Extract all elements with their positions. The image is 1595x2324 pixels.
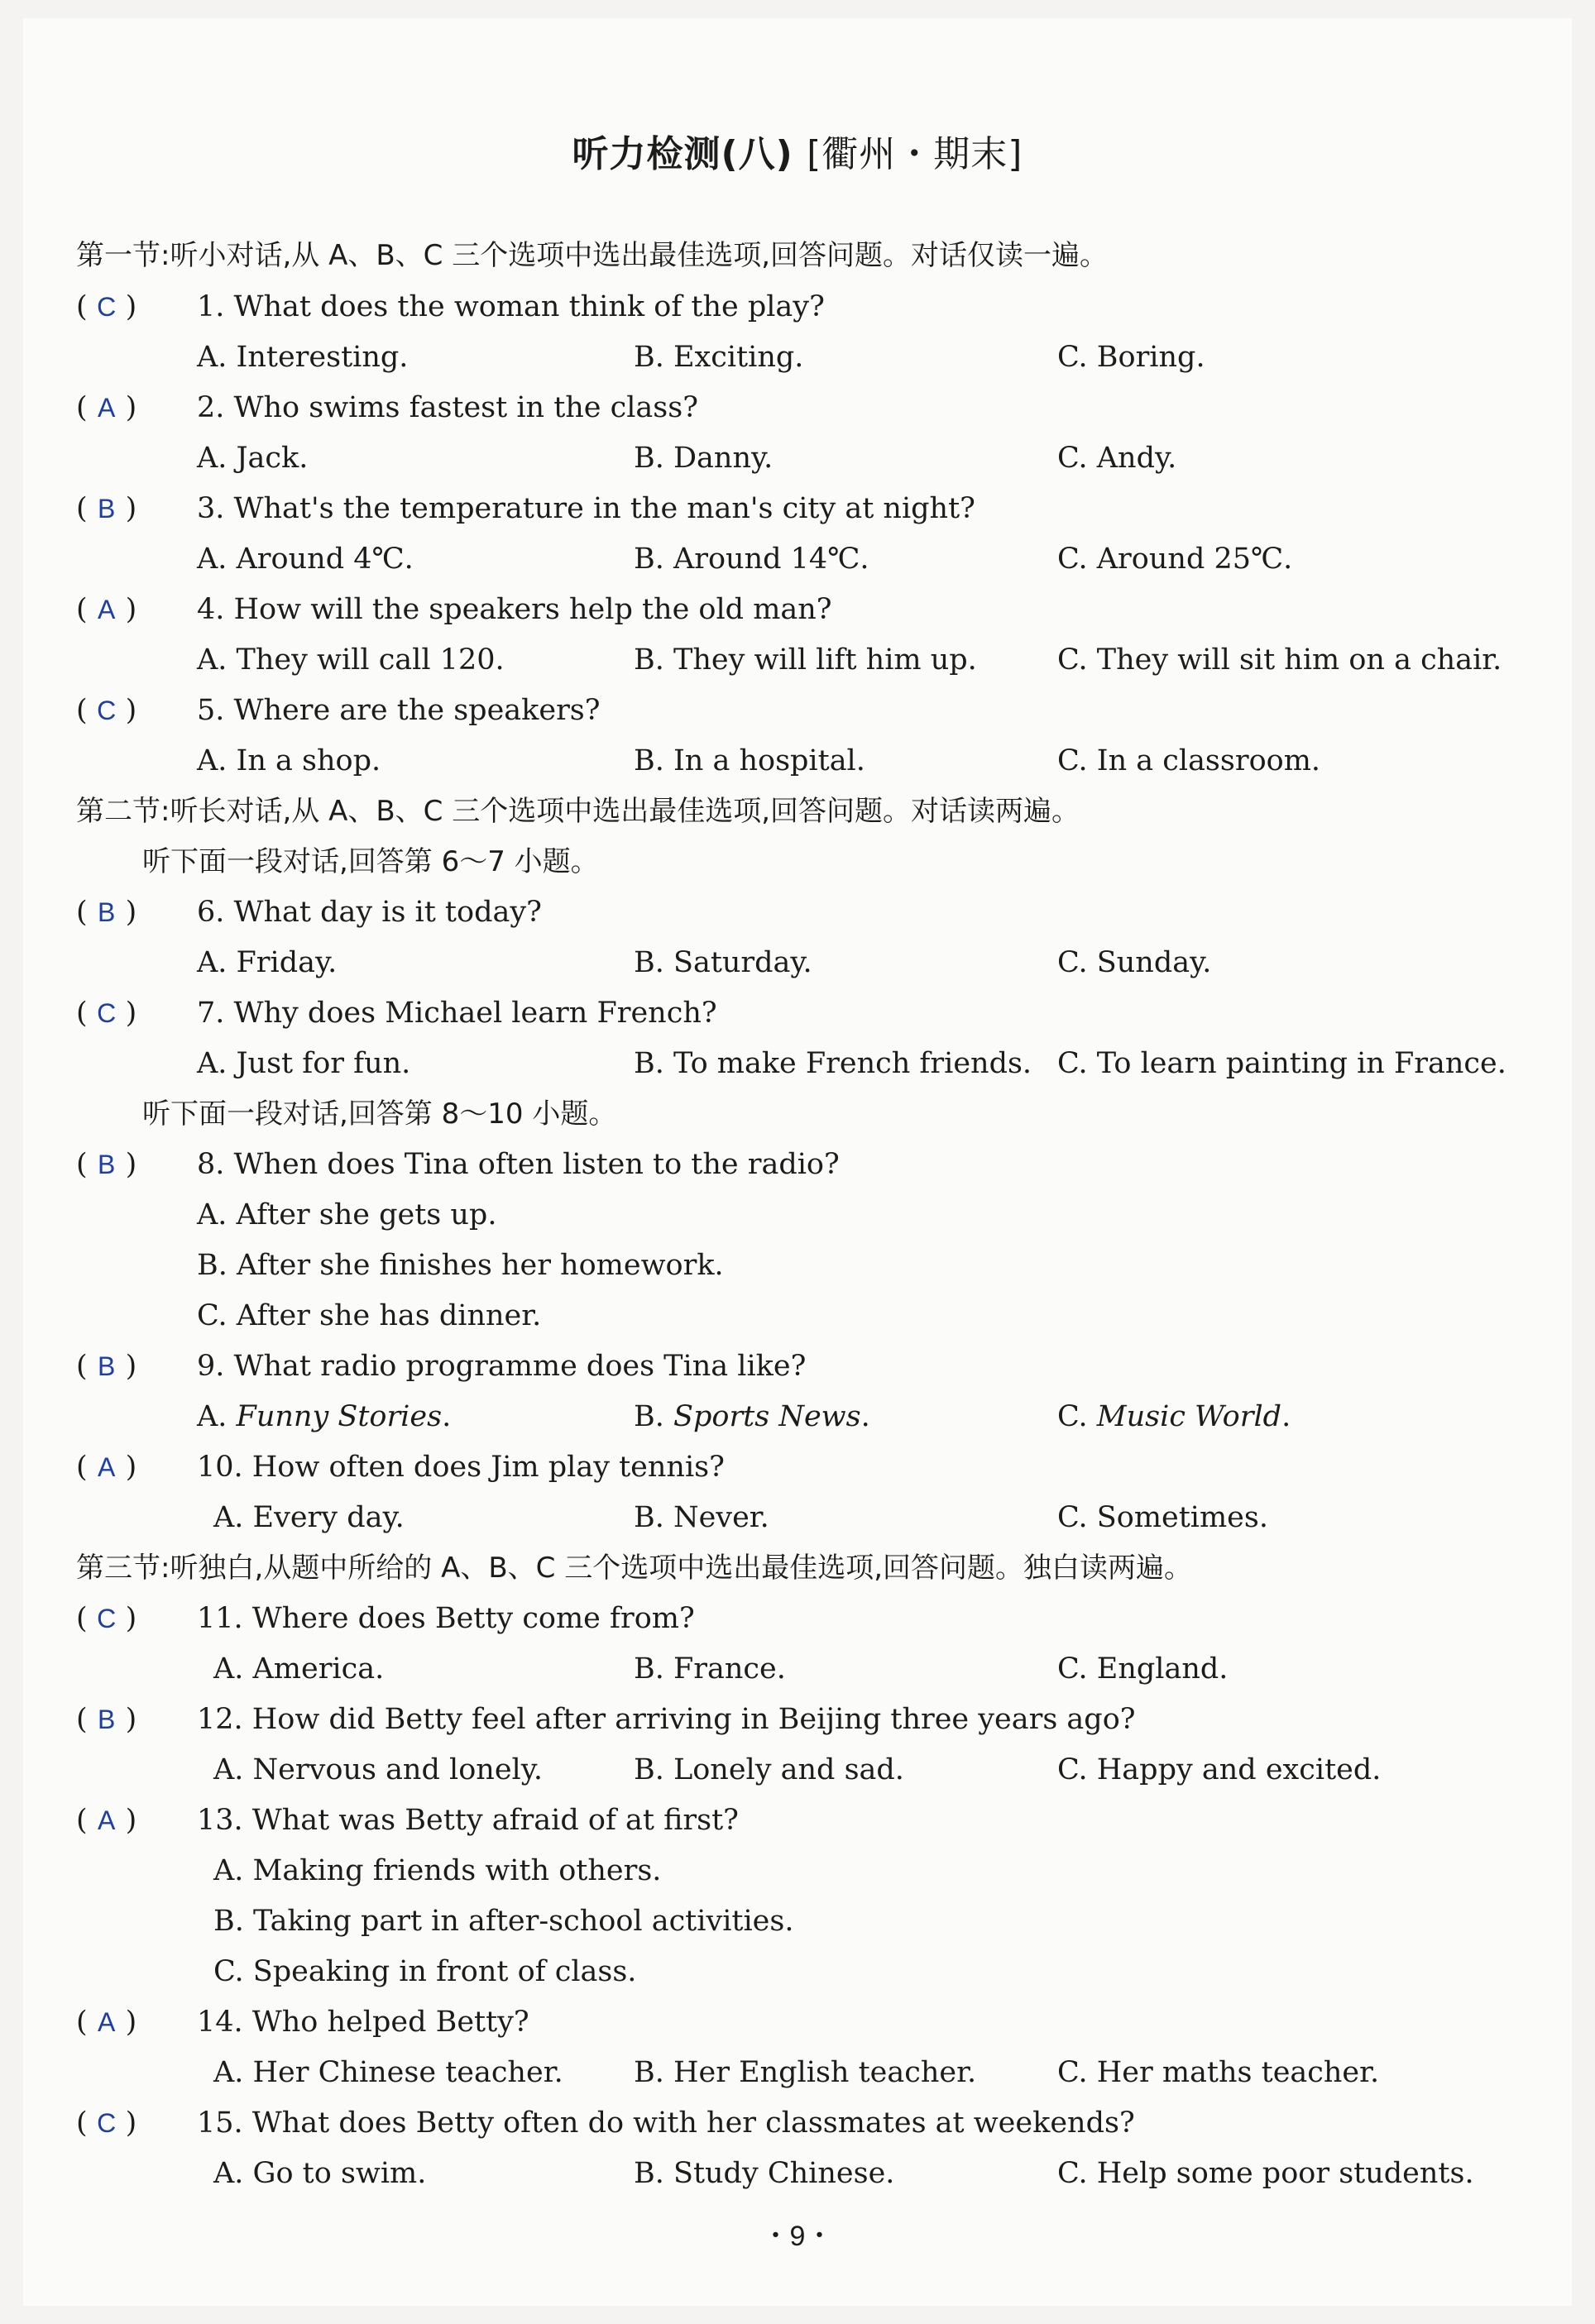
answer-8[interactable]: B (97, 1150, 116, 1179)
answer-14[interactable]: A (97, 2007, 116, 2037)
question-8-option-c-row (76, 1291, 1562, 1341)
question-13-option-a-row (76, 1846, 1562, 1896)
question-6-options (76, 938, 1562, 988)
question-4-text: 4. How will the speakers help the old man? (197, 593, 832, 626)
section-2-header: 第二节:听长对话,从 A、B、C 三个选项中选出最佳选项,回答问题。对话读两遍。 (76, 795, 1080, 828)
question-1-text: 1. What does the woman think of the play? (197, 290, 825, 323)
section-1-header: 第一节:听小对话,从 A、B、C 三个选项中选出最佳选项,回答问题。对话仅读一遍。 (76, 239, 1109, 272)
option-a-title: Funny Stories (236, 1400, 443, 1433)
answer-7[interactable]: C (97, 998, 117, 1028)
question-14-options (76, 2048, 1562, 2098)
question-3-options (76, 534, 1562, 585)
option-a: A. America. (213, 1652, 385, 1686)
option-c: C. Sometimes. (1057, 1501, 1268, 1534)
question-15-text: 15. What does Betty often do with her classmates at weekends? (197, 2106, 1135, 2140)
option-b: B. Danny. (634, 442, 774, 475)
answer-2[interactable]: A (97, 393, 116, 423)
answer-9[interactable]: B (97, 1351, 116, 1381)
option-b-title: Sports News (673, 1400, 861, 1433)
option-c: C. Help some poor students. (1057, 2157, 1474, 2190)
question-12-text: 12. How did Betty feel after arriving in Beijing three years ago? (197, 1703, 1136, 1736)
option-a: A. Jack. (197, 442, 309, 475)
question-15-options (76, 2149, 1562, 2199)
question-13-option-b-row (76, 1896, 1562, 1947)
option-a: A. Interesting. (197, 341, 409, 374)
option-a: A. Just for fun. (197, 1047, 411, 1080)
answer-1[interactable]: C (97, 292, 117, 322)
option-c: C. Happy and excited. (1057, 1753, 1382, 1786)
question-13-option-c-row (76, 1947, 1562, 1997)
question-6: ( B ) 6. What day is it today? (76, 887, 1562, 938)
option-b: B. After she finishes her homework. (197, 1249, 724, 1282)
section-2-subheader-1: 听下面一段对话,回答第 6～7 小题。 (142, 845, 599, 878)
option-c: C. In a classroom. (1057, 744, 1321, 777)
option-c: C. Her maths teacher. (1057, 2056, 1380, 2089)
question-9-options (76, 1392, 1562, 1442)
question-3: ( B ) 3. What's the temperature in the man's city at night? (76, 484, 1562, 534)
question-13-text: 13. What was Betty afraid of at first? (197, 1804, 739, 1837)
option-a: A. Friday. (197, 946, 338, 979)
question-7-text: 7. Why does Michael learn French? (197, 997, 717, 1030)
question-9: ( B ) 9. What radio programme does Tina like? (76, 1341, 1562, 1392)
option-c-title: Music World (1096, 1400, 1282, 1433)
option-a: A. After she gets up. (197, 1198, 497, 1231)
option-b: B. They will lift him up. (634, 643, 977, 677)
question-8: ( B ) 8. When does Tina often listen to the radio? (76, 1140, 1562, 1190)
title-tag: [衢州・期末] (807, 133, 1023, 175)
option-b: B. Sports News. (634, 1400, 870, 1433)
option-b: B. France. (634, 1652, 786, 1686)
title-text: 听力检测(八) (572, 133, 793, 175)
question-2-options (76, 433, 1562, 484)
question-8-option-b-row (76, 1241, 1562, 1291)
page-title (0, 126, 1595, 184)
page-number: ・9・ (761, 2221, 834, 2252)
question-9-text: 9. What radio programme does Tina like? (197, 1350, 807, 1383)
question-5-options (76, 736, 1562, 787)
option-a: A. Nervous and lonely. (213, 1753, 543, 1786)
option-a: A. In a shop. (197, 744, 381, 777)
option-b: B. Lonely and sad. (634, 1753, 904, 1786)
option-c: C. Sunday. (1057, 946, 1212, 979)
question-12: ( B ) 12. How did Betty feel after arriving in Beijing three years ago? (76, 1695, 1562, 1745)
option-a: A. Go to swim. (213, 2157, 427, 2190)
option-c: C. Andy. (1057, 442, 1177, 475)
option-c: C. England. (1057, 1652, 1229, 1686)
question-2-text: 2. Who swims fastest in the class? (197, 391, 698, 424)
question-10-text: 10. How often does Jim play tennis? (197, 1451, 725, 1484)
answer-5[interactable]: C (97, 696, 117, 725)
option-b: B. Saturday. (634, 946, 812, 979)
option-b: B. Never. (634, 1501, 769, 1534)
option-b: B. Taking part in after-school activities. (213, 1905, 794, 1938)
question-14-text: 14. Who helped Betty? (197, 2006, 529, 2039)
option-b: B. In a hospital. (634, 744, 865, 777)
option-c: C. Speaking in front of class. (213, 1955, 637, 1988)
question-5: ( C ) 5. Where are the speakers? (76, 686, 1562, 736)
option-a: A. Making friends with others. (213, 1854, 662, 1887)
option-b: B. Exciting. (634, 341, 804, 374)
option-c: C. Music World. (1057, 1400, 1291, 1433)
option-b: B. Study Chinese. (634, 2157, 895, 2190)
option-c: C. They will sit him on a chair. (1057, 643, 1502, 677)
question-7-options (76, 1039, 1562, 1089)
question-5-text: 5. Where are the speakers? (197, 694, 601, 727)
answer-10[interactable]: A (97, 1452, 116, 1482)
answer-3[interactable]: B (97, 494, 116, 524)
question-3-text: 3. What's the temperature in the man's city at night? (197, 492, 975, 525)
question-11-options (76, 1644, 1562, 1695)
section-3-header: 第三节:听独白,从题中所给的 A、B、C 三个选项中选出最佳选项,回答问题。独白读两遍。 (76, 1552, 1193, 1585)
option-a: A. Her Chinese teacher. (213, 2056, 563, 2089)
question-6-text: 6. What day is it today? (197, 896, 542, 929)
question-4: ( A ) 4. How will the speakers help the old man? (76, 585, 1562, 635)
option-c: C. To learn painting in France. (1057, 1047, 1506, 1080)
question-8-option-a-row (76, 1190, 1562, 1241)
question-12-options (76, 1745, 1562, 1796)
answer-11[interactable]: C (97, 1604, 117, 1633)
question-15: ( C ) 15. What does Betty often do with her classmates at weekends? (76, 2098, 1562, 2149)
option-b: B. To make French friends. (634, 1047, 1032, 1080)
question-10: ( A ) 10. How often does Jim play tennis? (76, 1442, 1562, 1493)
answer-13[interactable]: A (97, 1805, 116, 1835)
question-2: ( A ) 2. Who swims fastest in the class? (76, 383, 1562, 433)
answer-12[interactable]: B (97, 1705, 116, 1734)
option-a: A. They will call 120. (197, 643, 505, 677)
question-1-options (76, 332, 1562, 383)
answer-15[interactable]: C (97, 2108, 117, 2138)
question-13: ( A ) 13. What was Betty afraid of at first? (76, 1796, 1562, 1846)
question-8-text: 8. When does Tina often listen to the radio? (197, 1148, 840, 1181)
section-2-subheader-2: 听下面一段对话,回答第 8～10 小题。 (142, 1097, 617, 1131)
option-b: B. Her English teacher. (634, 2056, 977, 2089)
option-a: A. Every day. (213, 1501, 405, 1534)
answer-6[interactable]: B (97, 897, 116, 927)
option-c: C. Around 25℃. (1057, 543, 1293, 576)
option-a: A. Around 4℃. (197, 543, 414, 576)
question-7: ( C ) 7. Why does Michael learn French? (76, 988, 1562, 1039)
question-11-text: 11. Where does Betty come from? (197, 1602, 695, 1635)
option-c: C. After she has dinner. (197, 1299, 542, 1332)
question-4-options (76, 635, 1562, 686)
option-a: A. Funny Stories. (197, 1400, 452, 1433)
question-14: ( A ) 14. Who helped Betty? (76, 1997, 1562, 2048)
question-11: ( C ) 11. Where does Betty come from? (76, 1594, 1562, 1644)
answer-4[interactable]: A (97, 595, 116, 624)
question-10-options (76, 1493, 1562, 1543)
option-c: C. Boring. (1057, 341, 1205, 374)
question-1: ( C ) 1. What does the woman think of the play? (76, 282, 1562, 332)
option-b: B. Around 14℃. (634, 543, 869, 576)
